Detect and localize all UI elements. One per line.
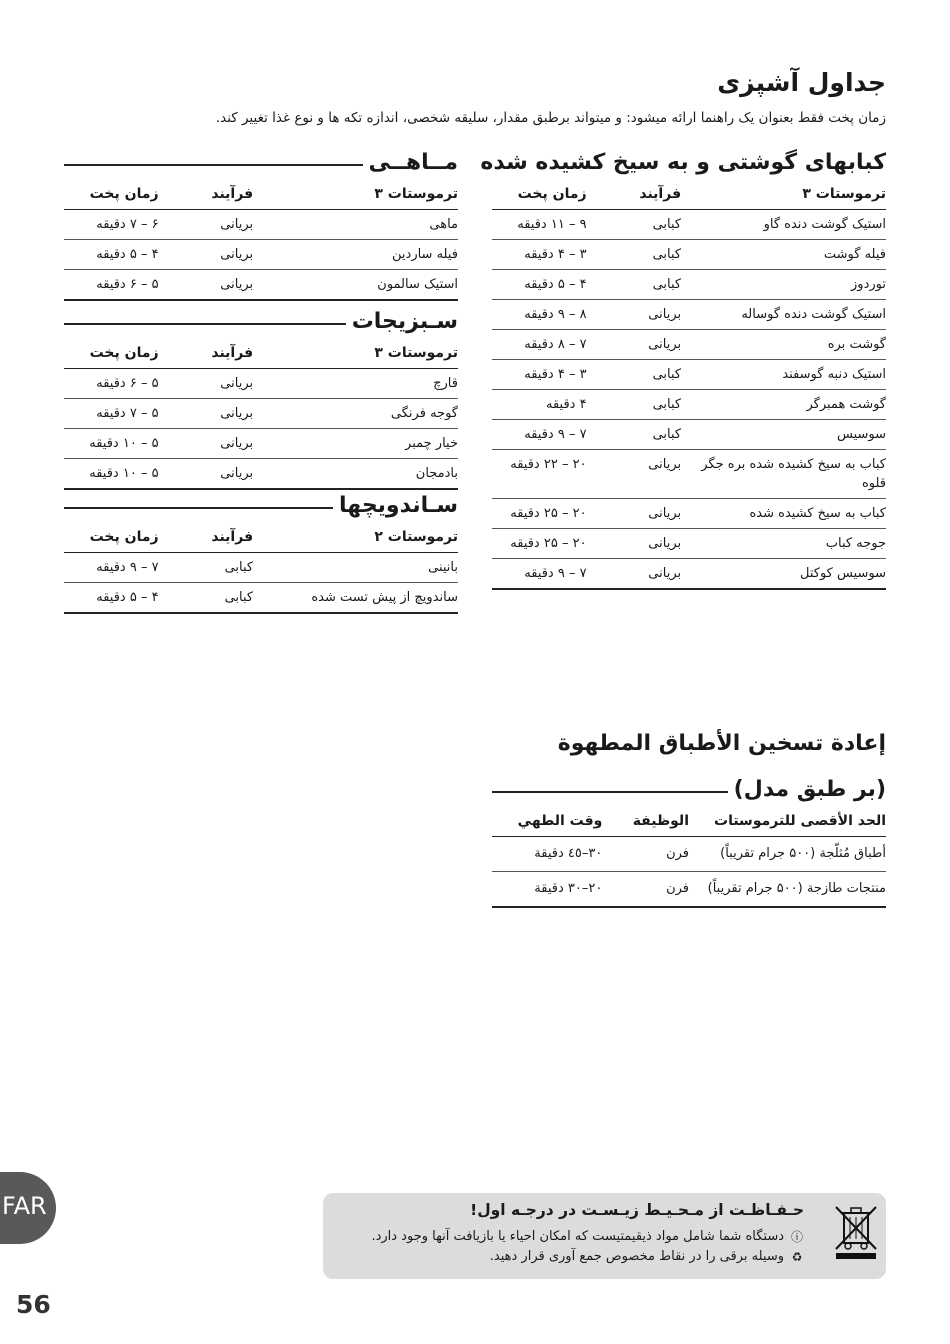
column-header: الوظيفة [602,806,689,837]
reheat-section [492,772,886,908]
page-number: 56 [16,1290,51,1319]
section-rule [64,164,363,166]
table-cell: کبابی [587,390,682,420]
table-cell: ۵ – ۱۰ دقیقه [64,459,159,490]
table-row [492,270,886,300]
table-row [64,553,458,583]
table-cell: فیله گوشت [681,240,886,270]
meat-table [492,179,886,590]
table-cell: ۷ – ۹ دقیقه [492,420,587,450]
column-header: فرآیند [159,338,254,369]
table-cell: ۲۰ – ۲۵ دقیقه [492,499,587,529]
table-cell: کبابی [159,583,254,614]
column-header: ترموستات ۳ [253,338,458,369]
table-cell: ۲۰ – ۲۵ دقیقه [492,529,587,559]
fish-table [64,179,458,301]
table-cell: بریانی [587,559,682,590]
table-cell: استیک گوشت دنده گوساله [681,300,886,330]
table-cell: استیک گوشت دنده گاو [681,210,886,240]
recycle-icon: ♻ [791,1249,803,1264]
table-cell: ساندویچ از پیش تست شده [253,583,458,614]
table-cell: ۲۰ – ۲۲ دقیقه [492,450,587,499]
table-row [492,529,886,559]
table-cell: ۳ – ۴ دقیقه [492,240,587,270]
table-cell: بریانی [587,450,682,499]
sandwich-table [64,522,458,614]
section-rule [64,323,346,325]
table-cell: ۹ – ۱۱ دقیقه [492,210,587,240]
table-row [492,872,886,908]
table-cell: بریانی [159,369,254,399]
table-cell: بریانی [159,399,254,429]
section-rule [492,791,728,793]
environment-text-1: دستگاه شما شامل مواد ذیقیمتیست که امکان احیاء یا بازیافت آنها وجود دارد. [371,1229,784,1244]
table-header-row [492,806,886,837]
column-header: فرآیند [159,522,254,553]
table-cell: ۳ – ۴ دقیقه [492,360,587,390]
table-cell: فرن [602,872,689,908]
table-cell: بریانی [159,210,254,240]
table-cell: سوسیس [681,420,886,450]
table-header-row [64,179,458,210]
table-row [492,210,886,240]
environment-line-1 [371,1229,804,1244]
table-cell: فیله ساردین [253,240,458,270]
table-cell: ۷ – ۹ دقیقه [64,553,159,583]
table-row [492,360,886,390]
table-cell: بریانی [587,529,682,559]
meat-section-title: کبابهای گوشتی و به سیخ کشیده شده [480,149,886,175]
table-cell: گوشت بره [681,330,886,360]
table-cell: فرن [602,837,689,872]
table-cell: قارچ [253,369,458,399]
table-cell: بریانی [159,429,254,459]
table-cell: ۶ – ۷ دقیقه [64,210,159,240]
veg-section-title: سـبزیجات [351,308,458,334]
table-row [64,369,458,399]
table-header-row [492,179,886,210]
table-cell: ۴ – ۵ دقیقه [492,270,587,300]
table-row [64,459,458,490]
table-cell: أطباق مُثلّجة (۵۰۰ جرام تقريباً) [689,837,886,872]
table-row [492,450,886,499]
column-header: فرآیند [159,179,254,210]
table-row [492,300,886,330]
table-cell: بریانی [587,499,682,529]
table-cell: ۵ – ۶ دقیقه [64,270,159,301]
table-cell: ۷ – ۹ دقیقه [492,559,587,590]
column-header: زمان پخت [64,179,159,210]
table-cell: توردوز [681,270,886,300]
table-cell: گوشت همبرگر [681,390,886,420]
environment-title: حـفـاظـت از مـحـیـط زیـسـت در درجـه اول! [470,1201,804,1219]
table-cell: بانینی [253,553,458,583]
table-row [492,240,886,270]
column-header: فرآیند [587,179,682,210]
table-cell: جوجه کباب [681,529,886,559]
column-header: وقت الطهي [492,806,602,837]
table-cell: ۵ – ۱۰ دقیقه [64,429,159,459]
column-header: زمان پخت [64,522,159,553]
column-header: ترموستات ۳ [253,179,458,210]
table-cell: استیک سالمون [253,270,458,301]
table-cell: کبابی [587,420,682,450]
table-cell: بادمجان [253,459,458,490]
table-cell: کبابی [587,210,682,240]
reheat-title: إعادة تسخين الأطباق المطهوة [557,731,886,756]
sandwich-section-title: سـاندویچها [339,492,458,518]
table-row [492,559,886,590]
table-cell: کبابی [159,553,254,583]
table-cell: بریانی [159,459,254,490]
info-icon: ⓘ [790,1229,803,1244]
veg-table [64,338,458,490]
table-cell: کبابی [587,360,682,390]
fish-section [64,145,458,301]
table-row [492,390,886,420]
table-cell: کباب به سیخ کشیده شده بره جگر قلوه [681,450,886,499]
veg-section [64,304,458,490]
table-cell: سوسیس کوکتل [681,559,886,590]
table-cell: کبابی [587,240,682,270]
meat-section [480,145,886,590]
table-row [492,420,886,450]
table-cell: منتجات طازجة (۵۰۰ جرام تقريباً) [689,872,886,908]
table-row [64,270,458,301]
table-header-row [64,522,458,553]
table-cell: ۷ – ۸ دقیقه [492,330,587,360]
sandwich-section [64,488,458,614]
column-header: زمان پخت [492,179,587,210]
reheat-table [492,806,886,908]
table-cell: کبابی [587,270,682,300]
environment-notice [323,1193,886,1279]
section-rule [64,507,333,509]
table-cell: ۲۰–۳۰ دقيقة [492,872,602,908]
column-header: زمان پخت [64,338,159,369]
table-cell: خیار چمبر [253,429,458,459]
table-cell: ماهی [253,210,458,240]
table-cell: استیک دنبه گوسفند [681,360,886,390]
table-cell: ۴ دقیقه [492,390,587,420]
table-header-row [64,338,458,369]
environment-line-2 [490,1249,804,1264]
table-cell: گوجه فرنگی [253,399,458,429]
table-cell: ۸ – ۹ دقیقه [492,300,587,330]
table-cell: ۴ – ۵ دقیقه [64,240,159,270]
table-row [492,499,886,529]
column-header: ترموستات ۳ [681,179,886,210]
crossed-bin-icon [832,1203,880,1261]
table-row [64,240,458,270]
page-title: جداول آشپزی [717,68,886,97]
table-row [492,330,886,360]
table-cell: ۳۰–٤٥ دقيقة [492,837,602,872]
table-cell: کباب به سیخ کشیده شده [681,499,886,529]
table-cell: ۵ – ۶ دقیقه [64,369,159,399]
table-cell: ۴ – ۵ دقیقه [64,583,159,614]
language-label: FAR [2,1192,47,1220]
table-row [64,210,458,240]
column-header: ترموستات ۲ [253,522,458,553]
table-cell: بریانی [587,330,682,360]
table-cell: بریانی [159,270,254,301]
table-cell: بریانی [159,240,254,270]
table-cell: ۵ – ۷ دقیقه [64,399,159,429]
reheat-subtitle: (بر طبق مدل) [733,776,886,802]
page-subtitle: زمان پخت فقط بعنوان یک راهنما ارائه میشود: و میتواند برطبق مقدار، سلیقه شخصی، اندازه تکه ها و نوع غذا تغییر کند. [215,110,886,126]
table-row [492,837,886,872]
table-row [64,429,458,459]
environment-text-2: وسیله برقی را در نقاط مخصوص جمع آوری قرار دهید. [489,1249,784,1264]
fish-section-title: مــاهــی [368,149,458,175]
table-row [64,399,458,429]
table-cell: بریانی [587,300,682,330]
table-row [64,583,458,614]
column-header: الحد الأقصى للترموستات [689,806,886,837]
